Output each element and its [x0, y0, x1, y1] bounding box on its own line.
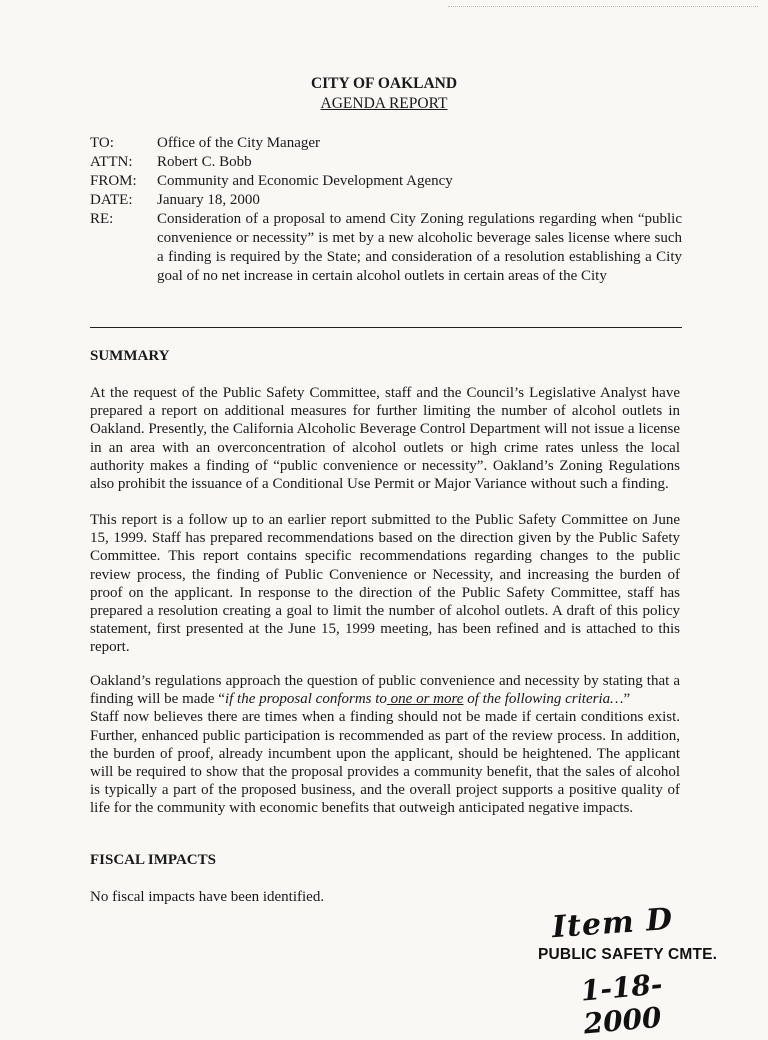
stamp-committee: PUBLIC SAFETY CMTE.	[538, 946, 718, 963]
memo-block	[90, 134, 682, 286]
summary-p3-quote-b: of the following criteria…	[463, 691, 624, 708]
memo-label-re: RE:	[90, 211, 114, 227]
memo-value-attn: Robert C. Bobb	[157, 154, 252, 170]
fiscal-heading: FISCAL IMPACTS	[90, 852, 216, 868]
stamp-date: 1-18-2000	[579, 967, 664, 1040]
page-title: CITY OF OAKLAND	[310, 75, 458, 92]
handwritten-stamp	[532, 901, 732, 1040]
memo-label-date: DATE:	[90, 192, 133, 208]
summary-paragraph-1: At the request of the Public Safety Committee, staff and the Council’s Legislative Analyst have prepared a report on additional measures for further limiting the number of alcohol outlets in Oakland. Presently, the California Alcoholic Beverage Control Department will not issue a license in an area with an overconcentration of alcohol outlets or high crime rates unless the local authority makes a finding of “public convenience or necessity”. Oakland’s Zoning Regulations also prohibit the issuance of a Conditional Use Permit or Major Variance without such a finding.	[90, 385, 680, 493]
stamp-item-label: Item D	[550, 901, 675, 946]
summary-paragraph-2: This report is a follow up to an earlier report submitted to the Public Safety Committee on June 15, 1999. Staff has prepared recommendations based on the direction given by the Public Safety Committee. This report contains specific recommendations regarding changes to the public review process, the finding of Public Convenience or Necessity, and increasing the burden of proof on the applicant. In response to the direction of the Public Safety Committee, staff has prepared a resolution creating a goal to limit the number of alcohol outlets. A draft of this policy statement, first presented at the June 15, 1999 meeting, has been refined and is attached to this report.	[90, 512, 680, 656]
fiscal-paragraph: No fiscal impacts have been identified.	[90, 889, 325, 905]
memo-value-date: January 18, 2000	[157, 192, 260, 208]
summary-p3-quote-underlined: one or more	[386, 691, 464, 708]
summary-p3-close: ”	[623, 691, 631, 708]
memo-value-from: Community and Economic Development Agency	[157, 173, 453, 189]
summary-paragraph-3	[90, 672, 680, 818]
summary-p3-lead: Oakland’s regulations approach the question of public convenience and necessity by stating that a finding will be made “	[90, 673, 680, 708]
page-subtitle: AGENDA REPORT	[320, 95, 448, 112]
report-header	[0, 74, 768, 114]
memo-row-from	[90, 172, 682, 191]
summary-heading: SUMMARY	[90, 348, 170, 364]
memo-value-to: Office of the City Manager	[157, 135, 321, 151]
header-divider	[90, 327, 682, 328]
memo-row-re	[90, 210, 682, 286]
memo-row-date	[90, 191, 682, 210]
memo-label-attn: ATTN:	[90, 154, 133, 170]
memo-label-from: FROM:	[90, 173, 137, 189]
memo-row-attn	[90, 153, 682, 172]
summary-p3-rest: Staff now believes there are times when a finding should not be made if certain conditions exist. Further, enhanced public participation is recommended as part of the review process. In addition, the burden of proof, already incumbent upon the applicant, should be heightened. The applicant will be required to show that the proposal provides a community benefit, that the sales of alcohol is typically a part of the proposed business, and the overall project supports a positive quality of life for the community with economic benefits that outweigh anticipated negative impacts.	[90, 709, 680, 817]
summary-p3-quote-a: if the proposal conforms to	[224, 691, 387, 708]
memo-label-to: TO:	[90, 135, 114, 151]
memo-row-to	[90, 134, 682, 153]
scan-artifact	[448, 6, 758, 9]
memo-value-re: Consideration of a proposal to amend City Zoning regulations regarding when “public convenience or necessity” is met by a new alcoholic beverage sales license where such a finding is required by the State; and consideration of a resolution establishing a City goal of no net increase in certain alcohol outlets in certain areas of the City	[157, 211, 682, 284]
